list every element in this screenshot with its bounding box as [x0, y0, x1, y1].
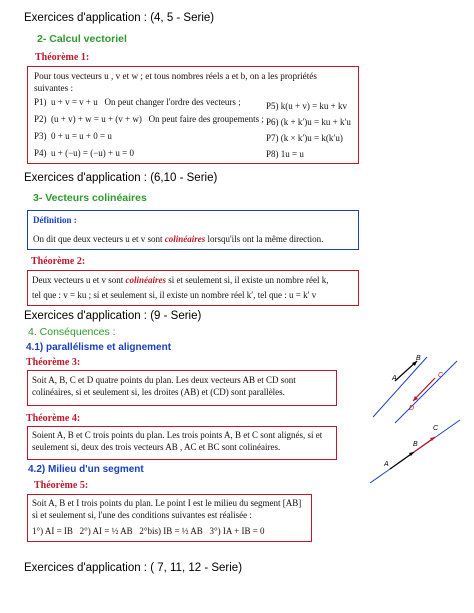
- line-cd: [395, 361, 457, 423]
- theorem-3-title: Théorème 3:: [26, 357, 81, 368]
- subsection-heading-milieu: 4.2) Milieu d'un segment: [28, 464, 144, 475]
- property-p3: P3) 0 + u = u + 0 = u: [34, 131, 112, 141]
- subsection-heading-parallelisme: 4.1) parallélisme et alignement: [26, 342, 172, 353]
- theorem-4-title: Théorème 4:: [26, 413, 81, 424]
- theorem-4-text: Soient A, B et C trois points du plan. Les trois points A, B et C sont alignés, si et seulement si, deux des trois vecteurs AB , AC et BC sont colinéaires.: [32, 430, 323, 452]
- exercise-heading-2: Exercices d'application : (6,10 - Serie): [24, 172, 218, 184]
- theorem-2-title: Théorème 2:: [31, 256, 86, 267]
- theorem-1-box: [27, 66, 359, 164]
- property-p4: P4) u + (−u) = (−u) + u = 0: [34, 148, 134, 158]
- property-p5: P5) k(u + v) = ku + kv: [266, 101, 347, 111]
- theorem-5-title: Théorème 5:: [34, 480, 89, 491]
- section-heading-consequences: 4. Conséquences :: [28, 326, 116, 338]
- theorem-5-conditions: 1°) AI = IB 2°) AI = ½ AB 2°bis) IB = ½ AB 3°) IA + IB = 0: [32, 526, 265, 536]
- exercise-heading-1: Exercices d'application : (4, 5 - Serie): [24, 12, 215, 24]
- exercise-heading-3: Exercices d'application : (9 - Serie): [24, 310, 202, 322]
- theorem-4-box: [27, 426, 337, 460]
- theorem-3-text: Soit A, B, C et D quatre points du plan. Les deux vecteurs AB et CD sont colinéaires, si et seulement si, les droites (AB) et (CD) sont parallèles.: [32, 375, 296, 397]
- label-a: A: [392, 375, 397, 382]
- section-heading-colineaires: 3- Vecteurs colinéaires: [33, 192, 147, 204]
- theorem-2-box: [27, 270, 359, 306]
- parallel-lines-figure: [365, 355, 465, 425]
- exercise-heading-4: Exercices d'application : ( 7, 11, 12 - Serie): [24, 562, 243, 574]
- theorem-1-title: Théorème 1:: [35, 52, 90, 63]
- label-c-2: C: [433, 425, 439, 432]
- property-p2: P2) (u + v) + w = u + (v + w) On peut faire des groupements ;: [34, 114, 264, 124]
- label-c: C: [438, 372, 444, 379]
- label-a-2: A: [384, 461, 389, 468]
- theorem-2-line1: Deux vecteurs u et v sont colinéaires si et seulement si, il existe un nombre réel k,: [32, 275, 329, 285]
- property-p8: P8) 1u = u: [266, 149, 304, 159]
- theorem-3-box: [27, 370, 337, 406]
- theorem-5-line2: si et seulement si, l'une des conditions suivantes est réalisée :: [32, 510, 252, 520]
- property-p6: P6) (k + k′)u = ku + k′u: [266, 117, 351, 127]
- theorem-2-line2: tel que : v = ku ; si et seulement si, il existe un nombre réel k′, tel que : u = k′ v: [32, 290, 317, 300]
- section-heading-calcul: 2- Calcul vectoriel: [37, 33, 127, 45]
- property-p7: P7) (k × k′)u = k(k′u): [266, 133, 343, 143]
- definition-box: [27, 210, 359, 250]
- label-d: D: [409, 405, 415, 412]
- label-b-2: B: [413, 441, 418, 448]
- line-ab: [373, 357, 427, 417]
- property-p1: P1) u + v = v + u On peut changer l'ordre des vecteurs ;: [34, 97, 241, 107]
- theorem-1-intro: Pour tous vecteurs u , v et w ; et tous nombres réels a et b, on a les propriétés suivantes :: [34, 71, 317, 93]
- label-b: B: [416, 355, 421, 362]
- aligned-points-figure: [365, 418, 465, 488]
- theorem-5-box: [27, 494, 312, 542]
- definition-text: On dit que deux vecteurs u et v sont colinéaires lorsqu'ils ont la même direction.: [33, 234, 324, 244]
- definition-title: Définition :: [33, 215, 77, 225]
- theorem-5-line1: Soit A, B et I trois points du plan. Le point I est le milieu du segment [AB]: [32, 498, 302, 508]
